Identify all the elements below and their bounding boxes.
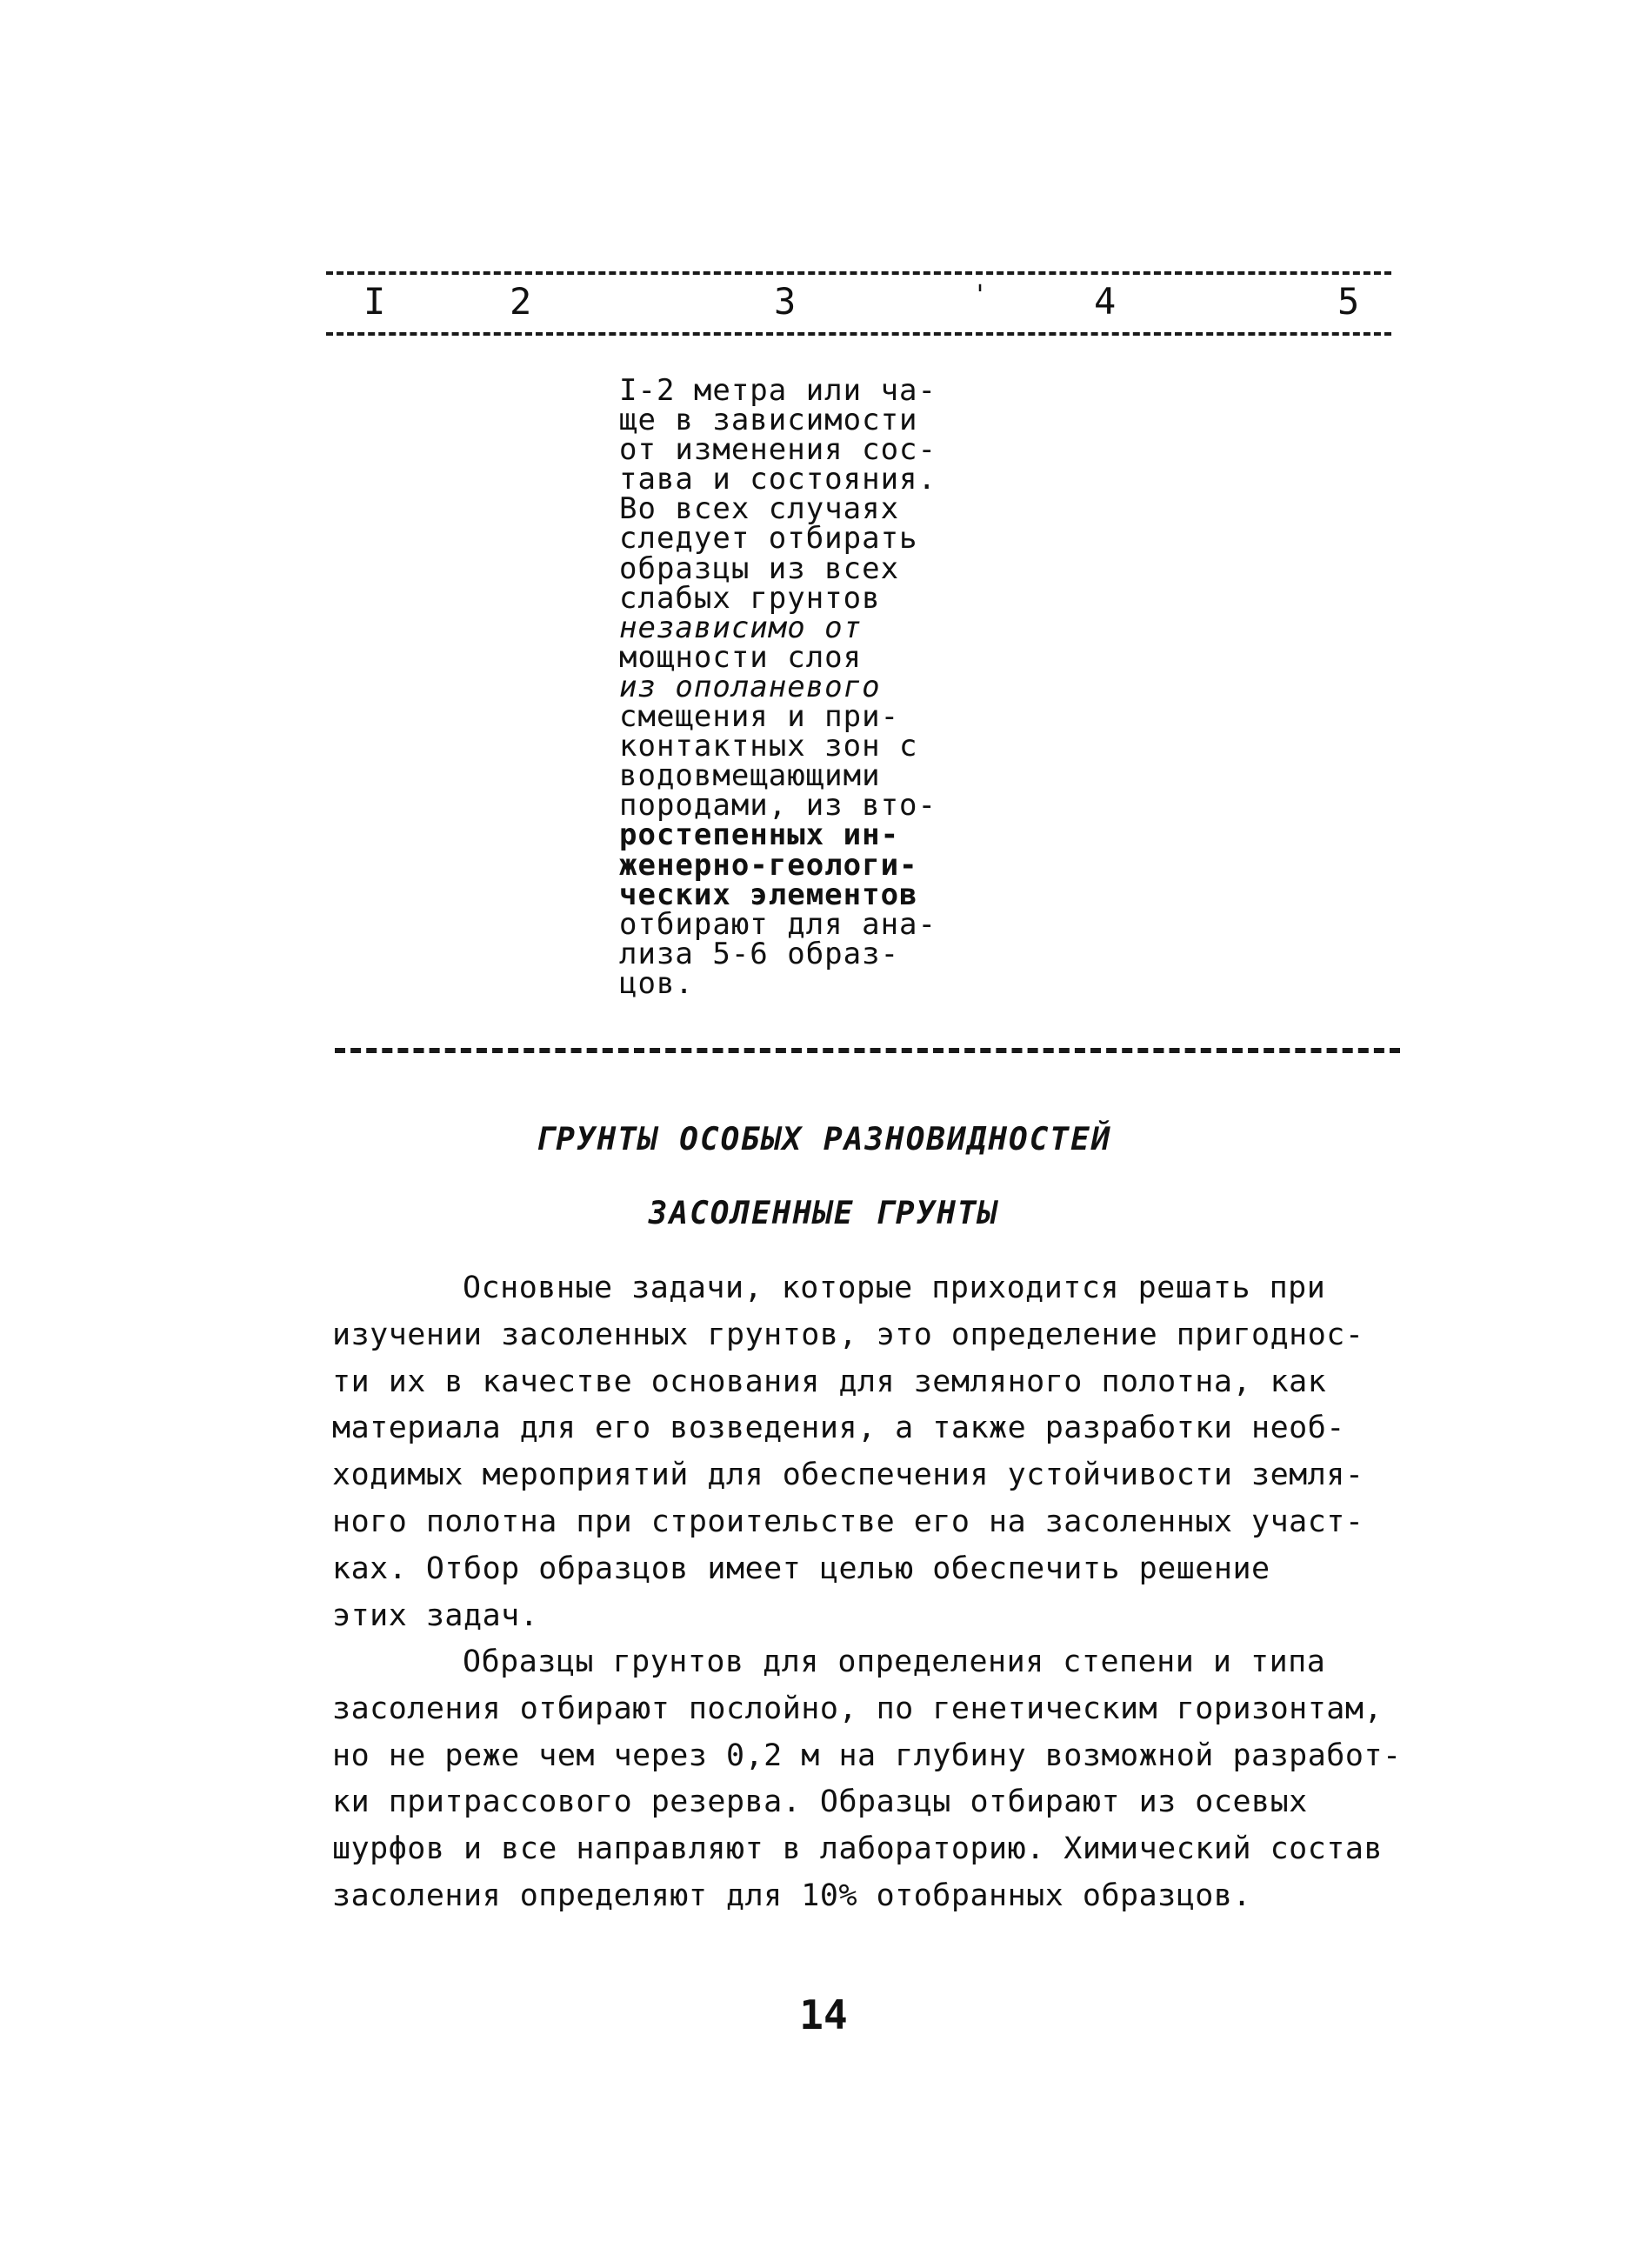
column-number-1: I — [363, 280, 386, 323]
paragraph-2 — [332, 1639, 1410, 1920]
paragraph-line: материала для его возведения, а также разработки необ- — [332, 1411, 1345, 1446]
page-number: 14 — [799, 1991, 848, 2038]
cell-line: следует отбирать — [619, 521, 918, 557]
cell-line: Во всех случаях — [619, 491, 900, 527]
paragraph-line: Образцы грунтов для определения степени и типа — [463, 1644, 1326, 1679]
cell-line: мощности слоя — [619, 639, 863, 675]
cell-line: цов. — [619, 965, 694, 1001]
cell-line: независимо от — [619, 610, 863, 645]
section-heading: ГРУНТЫ ОСОБЫХ РАЗНОВИДНОСТЕЙ — [535, 1122, 1112, 1157]
cell-line: отбирают для ана- — [619, 906, 937, 942]
cell-line: ческих элементов — [619, 877, 918, 912]
paragraph-line: изучении засоленных грунтов, это определение пригоднос- — [332, 1317, 1364, 1352]
header-tick-mark: ' — [972, 280, 989, 310]
subsection-heading: ЗАСОЛЕННЫЕ ГРУНТЫ — [648, 1196, 999, 1231]
cell-line: I-2 метра или ча- — [619, 373, 937, 408]
paragraph-line: ти их в качестве основания для земляного полотна, как — [332, 1364, 1327, 1399]
table-top-rule — [326, 271, 1391, 275]
cell-line: образцы из всех — [619, 550, 900, 586]
table-bottom-rule — [335, 1048, 1400, 1053]
paragraph-line: но не реже чем через 0,2 м на глубину возможной разработ- — [332, 1738, 1402, 1773]
paragraph-line: ходимых мероприятий для обеспечения устойчивости земля- — [332, 1458, 1364, 1493]
cell-line: ще в зависимости — [619, 403, 918, 438]
paragraph-1 — [332, 1265, 1410, 1639]
cell-line: женерно-геологи- — [619, 847, 918, 883]
paragraph-line: ного полотна при строительстве его на засоленных участ- — [332, 1504, 1364, 1539]
cell-line: породами, из вто- — [619, 788, 937, 824]
paragraph-line: ках. Отбор образцов имеет целью обеспечить решение — [332, 1551, 1270, 1586]
paragraph-line: шурфов и все направляют в лабораторию. Химический состав — [332, 1831, 1384, 1867]
cell-line: слабых грунтов — [619, 580, 881, 616]
paragraph-line: засоления отбирают послойно, по генетическим горизонтам, — [332, 1691, 1384, 1726]
column-number-5: 5 — [1337, 280, 1360, 323]
table-header-rule — [326, 332, 1391, 336]
cell-line: из ополаневого — [619, 669, 881, 704]
cell-line: ростепенных ин- — [619, 817, 900, 853]
cell-line: тава и состояния. — [619, 462, 937, 497]
paragraph-line: этих задач. — [332, 1598, 539, 1633]
column-number-2: 2 — [510, 280, 532, 323]
cell-line: от изменения сос- — [619, 432, 937, 468]
cell-line: водовмещающими — [619, 758, 881, 794]
paragraph-line: ки притрассового резерва. Образцы отбирают из осевых — [332, 1784, 1308, 1820]
cell-line: смещения и при- — [619, 699, 900, 735]
cell-line: лиза 5-6 образ- — [619, 936, 900, 971]
cell-line: контактных зон с — [619, 729, 918, 764]
table-cell-column-3 — [619, 373, 984, 1001]
paragraph-line: Основные задачи, которые приходится решать при — [463, 1271, 1326, 1305]
column-number-4: 4 — [1094, 280, 1117, 323]
column-number-3: 3 — [774, 280, 797, 323]
paragraph-line: засоления определяют для 10% отобранных образцов. — [332, 1878, 1252, 1913]
